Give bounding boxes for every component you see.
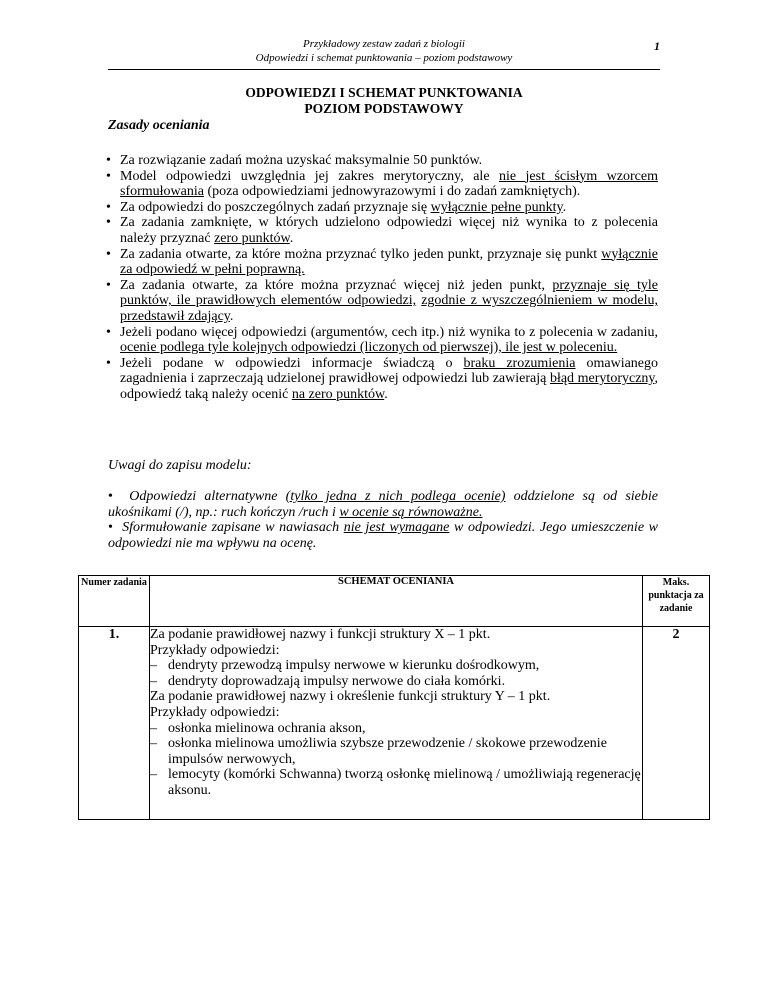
header-divider — [108, 69, 660, 70]
text-segment: omawianego zagadnienia i zaprzeczają udzielonej prawidłowej odpowiedzi lub zawierają — [120, 355, 659, 387]
example-answer: – osłonka mielinowa ochrania akson, — [150, 721, 642, 737]
underlined-text: przyznaje się tyle punktów, ile prawidłowych elementów odpowiedzi, — [120, 277, 658, 309]
underlined-text: na zero punktów — [291, 386, 385, 402]
underlined-text: zgodnie z wyszczególnieniem w modelu, — [421, 293, 658, 309]
text-segment: Za rozwiązanie zadań można uzyskać maksymalnie 50 punktów. — [120, 153, 483, 168]
scoring-criterion: Za podanie prawidłowej nazwy i określenie funkcji struktury Y – 1 pkt. — [150, 689, 551, 705]
text-segment: . — [562, 199, 567, 215]
text-segment: Odpowiedzi alternatywne — [129, 489, 286, 504]
text-segment: oddzielone są od siebie ukośnikami (/), np.: ruch kończyn /ruch i — [108, 489, 658, 520]
scoring-criterion: Przykłady odpowiedzi: — [150, 642, 280, 658]
header-line-1: Przykładowy zestaw zadań z biologii — [303, 38, 465, 50]
section-heading: Zasady oceniania — [108, 118, 210, 133]
text-segment: . — [289, 230, 294, 246]
document-title — [108, 85, 660, 117]
text-segment: Sformułowanie zapisane w nawiasach — [122, 520, 344, 536]
rule-item — [102, 325, 658, 356]
column-header-max: Maks. punktacja za zadanie — [643, 576, 710, 627]
scoring-description — [150, 627, 643, 820]
text-segment: Za zadania zamknięte, w których udzielono odpowiedzi więcej niż wynika to z polecenia należy przyznać — [120, 215, 658, 246]
scoring-criterion: Przykłady odpowiedzi: — [150, 704, 280, 720]
underlined-text: nie jest ścisłym wzorcem sformułowania — [120, 168, 658, 200]
rule-item — [102, 356, 658, 403]
rule-item — [102, 247, 658, 278]
example-answer: – dendryty doprowadzają impulsy nerwowe do ciała komórki. — [150, 674, 642, 690]
scoring-criterion: Za podanie prawidłowej nazwy i funkcji struktury X – 1 pkt. — [150, 627, 491, 642]
rule-item — [102, 215, 658, 246]
page-number: 1 — [654, 39, 660, 53]
text-segment: w odpowiedzi. Jego umieszczenie w odpowiedzi nie ma wpływu na ocenę. — [108, 520, 659, 551]
grading-rules-list — [102, 153, 658, 403]
text-segment: Za odpowiedzi do poszczególnych zadań przyznaje się — [120, 199, 431, 215]
text-segment: , odpowiedź taką należy ocenić — [120, 371, 658, 402]
underlined-text: braku zrozumienia — [463, 355, 576, 371]
column-header-scheme: SCHEMAT OCENIANIA — [150, 576, 643, 627]
text-segment: Model odpowiedzi uwzględnia jej zakres merytoryczny, ale — [120, 168, 499, 184]
note-item — [108, 489, 658, 520]
underlined-text: błąd merytoryczny — [549, 371, 655, 387]
text-segment: Jeżeli podane w odpowiedzi informacje świadczą o — [120, 355, 464, 371]
rule-item — [102, 153, 658, 169]
underlined-text: wyłącznie za odpowiedź w pełni poprawną. — [120, 246, 658, 278]
rule-item — [102, 200, 658, 216]
text-segment: Jeżeli podano więcej odpowiedzi (argumentów, cech itp.) niż wynika to z polecenia w zadaniu, — [120, 324, 658, 340]
example-answer: – dendryty przewodzą impulsy nerwowe w kierunku dośrodkowym, — [150, 658, 642, 674]
example-answer: – osłonka mielinowa umożliwia szybsze przewodzenie / skokowe przewodzenie impulsów nerwowych, — [150, 736, 642, 767]
underlined-text: nie jest wymagane — [343, 520, 450, 536]
max-points: 2 — [643, 627, 710, 820]
example-answer: – lemocyty (komórki Schwanna) tworzą osłonkę mielinową / umożliwiają regenerację aksonu. — [150, 767, 642, 798]
header-line-2: Odpowiedzi i schemat punktowania – poziom podstawowy — [255, 52, 513, 64]
underlined-text: ocenie podlega tyle kolejnych odpowiedzi (liczonych od pierwszej), ile jest w poleceniu. — [120, 340, 618, 356]
notes-list — [108, 489, 658, 551]
text-segment: Za zadania otwarte, za które można przyznać tylko jeden punkt, przyznaje się punkt — [120, 246, 602, 262]
text-segment: Za zadania otwarte, za które można przyznać więcej niż jeden punkt, — [120, 277, 553, 293]
text-segment: (poza odpowiedziami jednowyrazowymi i do zadań zamkniętych). — [203, 184, 581, 200]
page-header — [108, 37, 660, 65]
underlined-text: w ocenie są równoważne. — [339, 504, 483, 520]
column-header-number: Numer zadania — [79, 576, 150, 627]
rule-item — [102, 169, 658, 200]
task-number: 1. — [79, 627, 150, 820]
title-line-1: ODPOWIEDZI I SCHEMAT PUNKTOWANIA — [245, 85, 523, 100]
table-header-row — [79, 576, 710, 627]
underlined-text: zero punktów — [214, 230, 290, 246]
text-segment: . — [384, 386, 388, 402]
underlined-text: przedstawił zdający — [120, 308, 230, 324]
underlined-text: (tylko jedna z nich podlega ocenie) — [285, 489, 506, 504]
text-segment: . — [229, 308, 234, 324]
underlined-text: wyłącznie pełne punkty — [430, 199, 563, 215]
note-item — [108, 520, 658, 551]
table-row — [79, 627, 710, 820]
notes-heading: Uwagi do zapisu modelu: — [108, 458, 252, 473]
scoring-table — [78, 575, 710, 820]
rule-item — [102, 278, 658, 325]
title-line-2: POZIOM PODSTAWOWY — [304, 101, 464, 116]
